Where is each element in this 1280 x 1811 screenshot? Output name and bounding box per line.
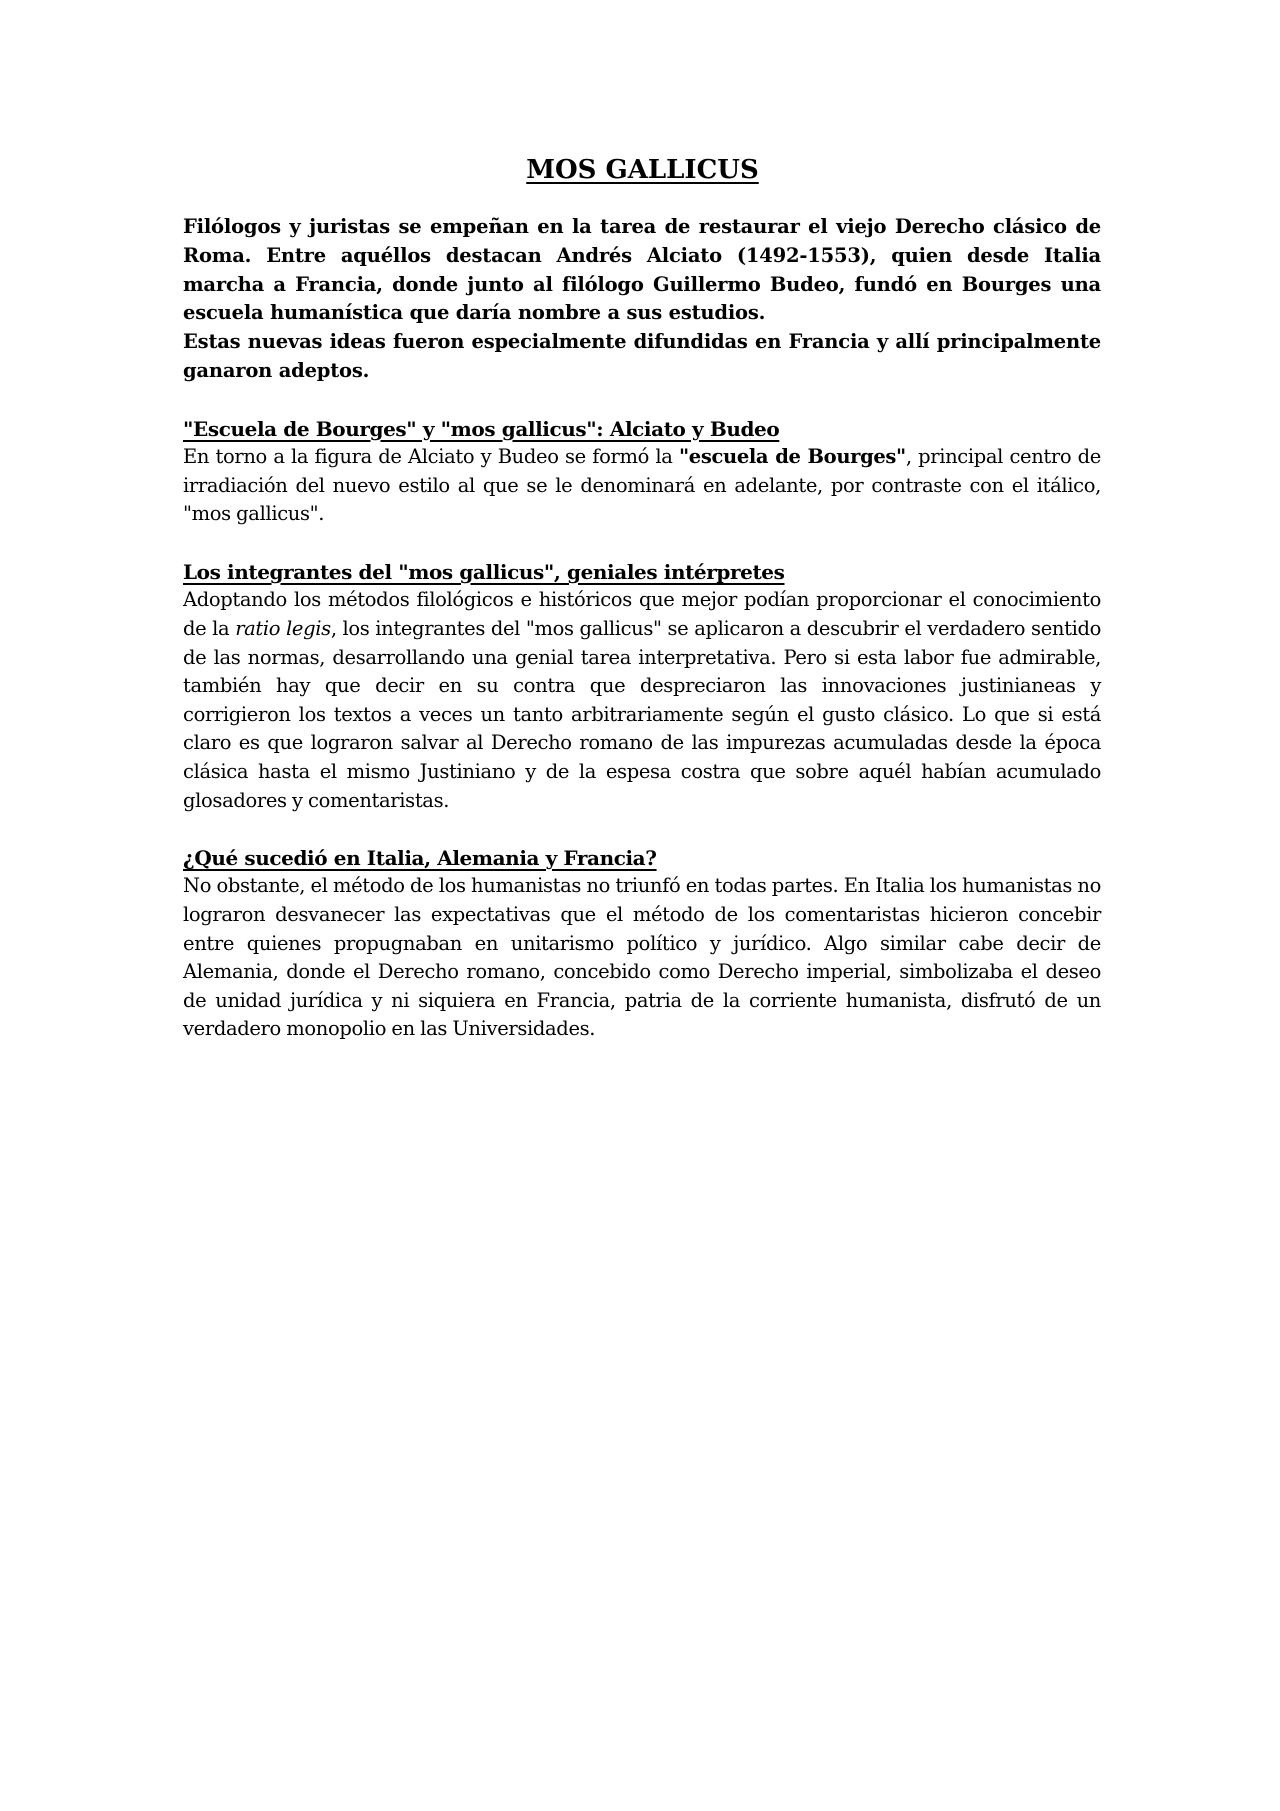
italic-phrase: ratio legis: [235, 616, 331, 640]
intro-paragraph-2: Estas nuevas ideas fueron especialmente difundidas en Francia y allí principalmente ganaron adeptos.: [183, 330, 1101, 382]
section-integrantes: [183, 558, 1101, 815]
paragraph-text: En torno a la figura de Alciato y Budeo se formó la: [183, 445, 679, 469]
intro-block: [183, 213, 1101, 386]
section-paragraph: No obstante, el método de los humanistas no triunfó en todas partes. En Italia los humanistas no lograron desvanecer las expectativas que el método de los comentaristas hicieron concebir entre quienes propugnaban en unitarismo político y jurídico. Algo similar cabe decir de Alemania, donde el Derecho romano, concebido como Derecho imperial, simbolizaba el deseo de unidad jurídica y ni siquiera en Francia, patria de la corriente humanista, disfrutó de un verdadero monopolio en las Universidades.: [183, 874, 1101, 1041]
section-paragraph: [183, 586, 1101, 815]
paragraph-text: , principal centro de irradiación del nuevo estilo al que se le denominará en adelante, por contraste con el itálico, "mos gallicus".: [183, 445, 1101, 526]
section-paragraph: [183, 443, 1101, 529]
section-heading: Los integrantes del "mos gallicus", geniales intérpretes: [183, 559, 785, 584]
paragraph-text: Adoptando los métodos filológicos e históricos que mejor podían proporcionar el conocimiento de la: [183, 588, 1101, 640]
section-heading: "Escuela de Bourges" y "mos gallicus": Alciato y Budeo: [183, 416, 780, 441]
document-title: MOS GALLICUS: [526, 155, 759, 185]
section-italia-alemania-francia: [183, 844, 1101, 1044]
intro-paragraph-1: Filólogos y juristas se empeñan en la tarea de restaurar el viejo Derecho clásico de Roma. Entre aquéllos destacan Andrés Alciato (1492-1553), quien desde Italia marcha a Francia, donde junto al filólogo Guillermo Budeo, fundó en Bourges una escuela humanística que daría nombre a sus estudios.: [183, 215, 1101, 325]
bold-phrase: "escuela de Bourges": [678, 445, 906, 469]
paragraph-text: , los integrantes del "mos gallicus" se aplicaron a descubrir el verdadero sentido de las normas, desarrollando una genial tarea interpretativa. Pero si esta labor fue admirable, también hay que decir en su contra que despreciaron las innovaciones justinianeas y corrigieron los textos a veces un tanto arbitrariamente según el gusto clásico. Lo que si está claro es que lograron salvar al Derecho romano de las impurezas acumuladas desde la época clásica hasta el mismo Justiniano y de la espesa costra que sobre aquél habían acumulado glosadores y comentaristas.: [183, 616, 1101, 812]
section-heading: ¿Qué sucedió en Italia, Alemania y Francia?: [183, 845, 657, 870]
section-escuela-de-bourges: [183, 415, 1101, 529]
document-body: [183, 213, 1101, 1044]
